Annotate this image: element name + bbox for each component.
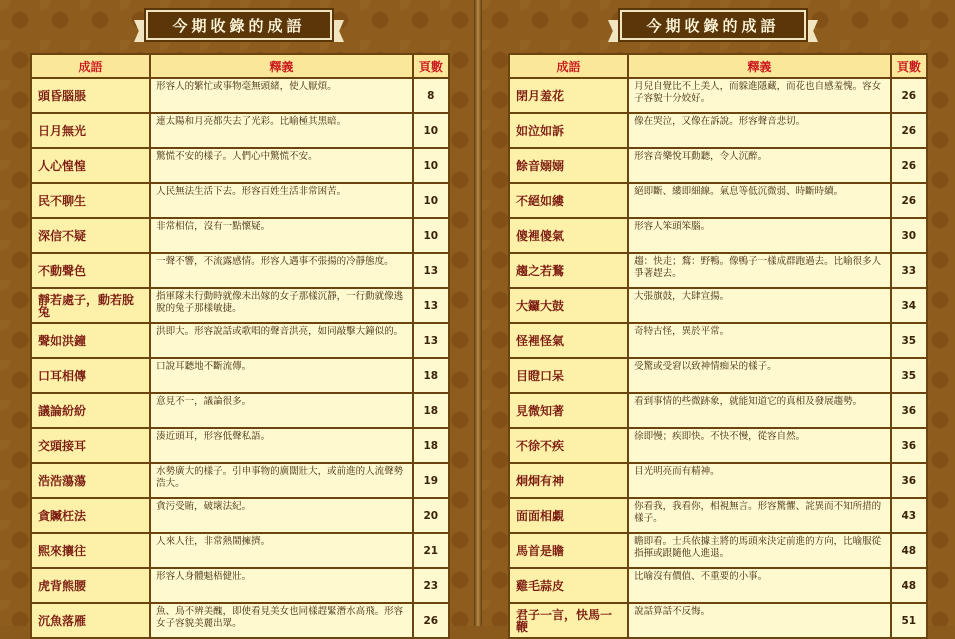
table-row [32, 534, 448, 567]
idiom-cell: 閉月羞花 [510, 79, 627, 112]
table-row [510, 394, 926, 427]
table-row [32, 324, 448, 357]
idiom-cell: 民不聊生 [32, 184, 149, 217]
table-row [32, 569, 448, 602]
page-number-cell: 18 [414, 429, 448, 462]
page-number-cell: 18 [414, 359, 448, 392]
table-row [510, 499, 926, 532]
table-row [32, 79, 448, 112]
page-number-cell: 26 [892, 79, 926, 112]
meaning-cell: 連太陽和月亮都失去了光彩。比喻極其黑暗。 [151, 114, 412, 147]
idiom-cell: 深信不疑 [32, 219, 149, 252]
idiom-cell: 人心惶惶 [32, 149, 149, 182]
meaning-cell: 看到事情的些微跡象，就能知道它的真相及發展趨勢。 [629, 394, 890, 427]
table-row [510, 149, 926, 182]
meaning-cell: 你看我，我看你，相視無言。形容驚懼、詫異而不知所措的樣子。 [629, 499, 890, 532]
table-header-row [510, 55, 926, 77]
table-row [32, 359, 448, 392]
page-number-cell: 19 [414, 464, 448, 497]
page-number-cell: 23 [414, 569, 448, 602]
page-number-cell: 26 [414, 604, 448, 637]
page-number-cell: 51 [892, 604, 926, 637]
table-row [32, 499, 448, 532]
left-page [0, 0, 478, 629]
page-number-cell: 35 [892, 359, 926, 392]
table-row [510, 534, 926, 567]
idiom-cell: 趨之若鶩 [510, 254, 627, 287]
idiom-cell: 議論紛紛 [32, 394, 149, 427]
header-meaning: 釋義 [629, 55, 890, 77]
page-number-cell: 8 [414, 79, 448, 112]
header-meaning: 釋義 [151, 55, 412, 77]
table-row [510, 569, 926, 602]
meaning-cell: 月兒自覺比不上美人，而躲進隱藏，而花也自感羞愧。容女子容貌十分姣好。 [629, 79, 890, 112]
idiom-cell: 聲如洪鐘 [32, 324, 149, 357]
table-row [32, 184, 448, 217]
idiom-cell: 目瞪口呆 [510, 359, 627, 392]
meaning-cell: 目光明亮而有精神。 [629, 464, 890, 497]
table-header-row [32, 55, 448, 77]
right-table-body [510, 79, 926, 637]
page-number-cell: 10 [414, 149, 448, 182]
header-page: 頁數 [414, 55, 448, 77]
page-number-cell: 13 [414, 254, 448, 287]
page-number-cell: 48 [892, 569, 926, 602]
meaning-cell: 意見不一，議論很多。 [151, 394, 412, 427]
idiom-cell: 虎背熊腰 [32, 569, 149, 602]
left-idiom-table [30, 53, 450, 639]
page-number-cell: 10 [414, 184, 448, 217]
table-row [32, 149, 448, 182]
table-row [32, 289, 448, 322]
idiom-cell: 沉魚落雁 [32, 604, 149, 637]
table-row [510, 429, 926, 462]
page-number-cell: 10 [414, 114, 448, 147]
right-page-title: 今期收錄的成語 [646, 16, 780, 35]
meaning-cell: 形容人的繁忙或事物毫無頭緒，使人厭煩。 [151, 79, 412, 112]
table-row [510, 184, 926, 217]
idiom-cell: 交頭接耳 [32, 429, 149, 462]
meaning-cell: 形容人身體魁梧健壯。 [151, 569, 412, 602]
table-row [32, 114, 448, 147]
meaning-cell: 瞻即看。士兵依據主將的馬頭來決定前進的方向，比喻服從指揮或跟隨他人進退。 [629, 534, 890, 567]
meaning-cell: 貪污受賄，破壞法紀。 [151, 499, 412, 532]
page-number-cell: 34 [892, 289, 926, 322]
idiom-cell: 不徐不疾 [510, 429, 627, 462]
page-number-cell: 48 [892, 534, 926, 567]
table-row [510, 604, 926, 637]
left-table-body [32, 79, 448, 637]
idiom-cell: 雞毛蒜皮 [510, 569, 627, 602]
meaning-cell: 形容人笨頭笨腦。 [629, 219, 890, 252]
idiom-cell: 不絕如縷 [510, 184, 627, 217]
idiom-cell: 傻裡傻氣 [510, 219, 627, 252]
idiom-cell: 如泣如訴 [510, 114, 627, 147]
table-row [510, 79, 926, 112]
page-number-cell: 33 [892, 254, 926, 287]
page-number-cell: 10 [414, 219, 448, 252]
idiom-cell: 不動聲色 [32, 254, 149, 287]
table-row [510, 114, 926, 147]
meaning-cell: 受驚或受窘以致神情痴呆的樣子。 [629, 359, 890, 392]
meaning-cell: 比喻沒有價值、不重要的小事。 [629, 569, 890, 602]
idiom-cell: 炯炯有神 [510, 464, 627, 497]
table-row [32, 604, 448, 637]
idiom-cell: 餘音嫋嫋 [510, 149, 627, 182]
page-number-cell: 26 [892, 149, 926, 182]
table-row [32, 219, 448, 252]
idiom-cell: 怪裡怪氣 [510, 324, 627, 357]
meaning-cell: 趨：快走；鶩：野鴨。像鴨子一樣成群跑過去。比喻很多人爭著趕去。 [629, 254, 890, 287]
header-idiom: 成語 [510, 55, 627, 77]
meaning-cell: 徐即慢；疾即快。不快不慢，從容自然。 [629, 429, 890, 462]
right-title-banner [608, 6, 818, 44]
table-row [510, 464, 926, 497]
meaning-cell: 驚慌不安的樣子。人們心中驚慌不安。 [151, 149, 412, 182]
meaning-cell: 一聲不響，不流露感情。形容人遇事不張揚的冷靜態度。 [151, 254, 412, 287]
table-row [32, 254, 448, 287]
idiom-cell: 日月無光 [32, 114, 149, 147]
idiom-cell: 靜若處子，動若脫兔 [32, 289, 149, 322]
right-idiom-table [508, 53, 928, 639]
header-idiom: 成語 [32, 55, 149, 77]
page-number-cell: 36 [892, 464, 926, 497]
table-row [32, 394, 448, 427]
page-number-cell: 30 [892, 219, 926, 252]
right-page [478, 0, 955, 634]
meaning-cell: 奇特古怪，異於平常。 [629, 324, 890, 357]
table-row [32, 464, 448, 497]
idiom-cell: 面面相覷 [510, 499, 627, 532]
meaning-cell: 水勢廣大的樣子。引申事物的廣闊壯大，或前進的人流聲勢浩大。 [151, 464, 412, 497]
meaning-cell: 形容音樂悅耳動聽，令人沉醉。 [629, 149, 890, 182]
idiom-cell: 馬首是瞻 [510, 534, 627, 567]
left-title-banner [134, 6, 344, 44]
meaning-cell: 指軍隊未行動時就像未出嫁的女子那樣沉靜，一行動就像逃脫的兔子那樣敏捷。 [151, 289, 412, 322]
meaning-cell: 魚、鳥不辨美醜，即使看見美女也同樣趕緊潛水高飛。形容女子容貌美麗出眾。 [151, 604, 412, 637]
page-number-cell: 26 [892, 114, 926, 147]
table-row [510, 254, 926, 287]
idiom-cell: 熙來攘往 [32, 534, 149, 567]
meaning-cell: 口說耳聽地不斷流傳。 [151, 359, 412, 392]
meaning-cell: 說話算話不反悔。 [629, 604, 890, 637]
idiom-cell: 見微知著 [510, 394, 627, 427]
meaning-cell: 湊近頭耳，形容低聲私語。 [151, 429, 412, 462]
idiom-cell: 頭昏腦脹 [32, 79, 149, 112]
page-number-cell: 36 [892, 394, 926, 427]
meaning-cell: 洪即大。形容說話或歌唱的聲音洪亮，如同敲擊大鐘似的。 [151, 324, 412, 357]
meaning-cell: 大張旗鼓，大肆宣揚。 [629, 289, 890, 322]
page-number-cell: 18 [414, 394, 448, 427]
idiom-cell: 貪贓枉法 [32, 499, 149, 532]
meaning-cell: 像在哭泣，又像在訴說。形容聲音悲切。 [629, 114, 890, 147]
page-number-cell: 13 [414, 289, 448, 322]
idiom-cell: 大鑼大鼓 [510, 289, 627, 322]
table-row [32, 429, 448, 462]
idiom-cell: 君子一言，快馬一鞭 [510, 604, 627, 637]
left-page-title: 今期收錄的成語 [172, 16, 306, 35]
page-number-cell: 35 [892, 324, 926, 357]
table-row [510, 219, 926, 252]
table-row [510, 359, 926, 392]
meaning-cell: 人民無法生活下去。形容百姓生活非常困苦。 [151, 184, 412, 217]
meaning-cell: 人來人往，非常熱鬧擁擠。 [151, 534, 412, 567]
page-number-cell: 26 [892, 184, 926, 217]
meaning-cell: 非常相信，沒有一點懷疑。 [151, 219, 412, 252]
page-number-cell: 43 [892, 499, 926, 532]
page-number-cell: 21 [414, 534, 448, 567]
page-number-cell: 36 [892, 429, 926, 462]
meaning-cell: 絕即斷、縷即細線。氣息等低沉微弱、時斷時續。 [629, 184, 890, 217]
idiom-cell: 口耳相傳 [32, 359, 149, 392]
table-row [510, 289, 926, 322]
idiom-cell: 浩浩蕩蕩 [32, 464, 149, 497]
page-number-cell: 13 [414, 324, 448, 357]
table-row [510, 324, 926, 357]
page-number-cell: 20 [414, 499, 448, 532]
header-page: 頁數 [892, 55, 926, 77]
